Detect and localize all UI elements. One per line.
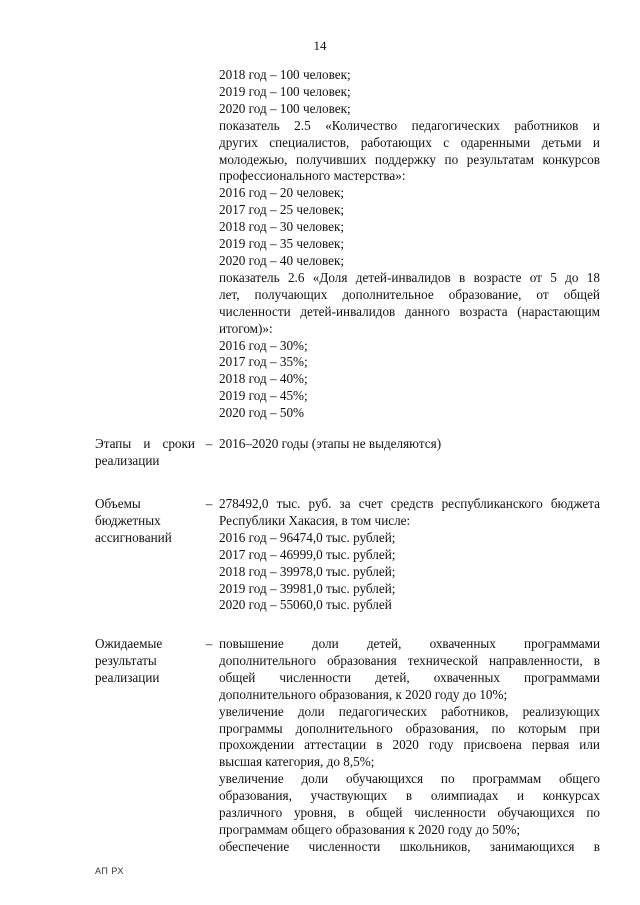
text-line: молодежью, получивших поддержку по результатам конкурсов xyxy=(219,151,600,167)
text-line: 2020 год – 100 человек; xyxy=(219,100,351,116)
text-line: увеличение доли педагогических работников, реализующих xyxy=(219,703,600,719)
text-line: повышение доли детей, охваченных программами xyxy=(219,636,600,651)
budget-dash: – xyxy=(205,496,213,511)
text-line: итогом)»: xyxy=(219,320,273,336)
text-line: 2017 год – 46999,0 тыс. рублей; xyxy=(219,546,396,562)
indicators-content xyxy=(219,67,600,422)
text-line: 2016 год – 30%; xyxy=(219,337,308,353)
footer-mark: АП РХ xyxy=(95,866,124,876)
text-line: показатель 2.6 «Доля детей-инвалидов в возрасте от 5 до 18 xyxy=(219,269,600,285)
text-line: 2017 год – 35%; xyxy=(219,354,308,370)
results-dash: – xyxy=(205,636,213,651)
label-line: реализации xyxy=(95,452,160,468)
text-line: высшая категория, до 8,5%; xyxy=(219,754,375,770)
budget-label xyxy=(95,496,195,547)
text-line: прохождении аттестации в 2020 году присвоена первая или xyxy=(219,737,600,753)
text-line: 2016–2020 годы (этапы не выделяются) xyxy=(219,436,442,451)
stages-dash: – xyxy=(205,436,213,451)
text-line: общей численности детей, охваченных программами xyxy=(219,669,600,685)
text-line: 2019 год – 100 человек; xyxy=(219,83,351,99)
page-number: 14 xyxy=(313,38,327,53)
label-line: Этапы и сроки xyxy=(95,436,195,451)
text-line: увеличение доли обучающихся по программам общего xyxy=(219,771,600,787)
text-line: численности детей-инвалидов данного возраста (нарастающим xyxy=(219,303,600,319)
text-line: 2016 год – 20 человек; xyxy=(219,185,345,201)
text-line: лет, получающих дополнительное образование, от общей xyxy=(219,286,600,302)
label-line: результаты xyxy=(95,652,157,668)
text-line: 2018 год – 40%; xyxy=(219,371,308,387)
text-line: показатель 2.5 «Количество педагогических работников и xyxy=(219,117,600,133)
text-line: 278492,0 тыс. руб. за счет средств республиканского бюджета xyxy=(219,496,600,511)
text-line: 2019 год – 45%; xyxy=(219,388,308,404)
text-line: 2018 год – 30 человек; xyxy=(219,219,345,235)
text-line: обеспечение численности школьников, занимающихся в xyxy=(219,838,600,854)
text-line: 2020 год – 40 человек; xyxy=(219,252,345,268)
stages-label xyxy=(95,436,195,470)
text-line: различного уровня, в общей численности обучающихся по xyxy=(219,805,600,821)
results-content xyxy=(219,636,600,856)
budget-content xyxy=(219,496,600,614)
text-line: профессионального мастерства»: xyxy=(219,168,406,184)
text-line: программы дополнительного образования, по которым при xyxy=(219,720,600,736)
label-line: Ожидаемые xyxy=(95,636,163,651)
label-line: Объемы xyxy=(95,496,141,511)
label-line: ассигнований xyxy=(95,529,172,545)
text-line: 2019 год – 39981,0 тыс. рублей; xyxy=(219,580,396,596)
text-line: 2018 год – 39978,0 тыс. рублей; xyxy=(219,563,396,579)
text-line: образования, участвующих в олимпиадах и конкурсах xyxy=(219,788,600,804)
text-line: других специалистов, работающих с одаренными детьми и xyxy=(219,134,600,150)
stages-content xyxy=(219,436,600,453)
text-line: 2018 год – 100 человек; xyxy=(219,67,351,82)
text-line: 2020 год – 55060,0 тыс. рублей xyxy=(219,597,392,613)
text-line: программам общего образования к 2020 году до 50%; xyxy=(219,821,521,837)
text-line: 2020 год – 50% xyxy=(219,405,305,421)
results-label xyxy=(95,636,195,687)
text-line: дополнительного образования, к 2020 году до 10%; xyxy=(219,686,508,702)
label-line: бюджетных xyxy=(95,512,161,528)
text-line: 2016 год – 96474,0 тыс. рублей; xyxy=(219,529,396,545)
text-line: дополнительного образования технической направленности, в xyxy=(219,652,600,668)
label-line: реализации xyxy=(95,669,160,685)
text-line: 2017 год – 25 человек; xyxy=(219,202,345,218)
text-line: Республики Хакасия, в том числе: xyxy=(219,512,411,528)
text-line: 2019 год – 35 человек; xyxy=(219,236,345,252)
